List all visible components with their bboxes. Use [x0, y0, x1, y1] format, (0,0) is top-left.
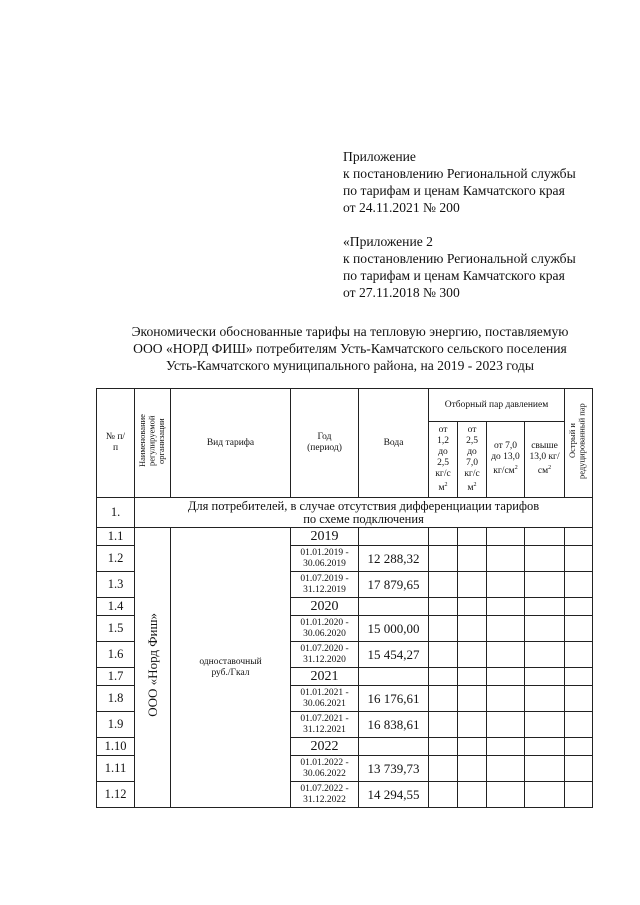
empty-cell — [525, 642, 565, 668]
section-title: Для потребителей, в случае отсутствия дифференциации тарифов по схеме подключения — [135, 498, 593, 528]
empty-cell — [487, 756, 525, 782]
row-number: 1.11 — [97, 756, 135, 782]
empty-cell — [458, 546, 487, 572]
empty-cell — [487, 738, 525, 756]
row-number: 1.10 — [97, 738, 135, 756]
empty-cell — [525, 528, 565, 546]
empty-cell — [458, 528, 487, 546]
header-line: к постановлению Региональной службы — [343, 251, 576, 266]
empty-cell — [487, 572, 525, 598]
title-line: ООО «НОРД ФИШ» потребителям Усть-Камчатского сельского поселения — [133, 341, 567, 356]
title-line: Усть-Камчатского муниципального района, на 2019 - 2023 годы — [166, 358, 534, 373]
empty-cell — [565, 642, 593, 668]
period-range: 01.07.2019 - 31.12.2019 — [291, 572, 359, 598]
empty-cell — [525, 616, 565, 642]
row-number: 1.8 — [97, 686, 135, 712]
col-header-tariff-type: Вид тарифа — [171, 389, 291, 498]
col-header-steam-3: от 7,0 до 13,0 $кг/см^2$ — [487, 422, 525, 498]
empty-cell — [487, 668, 525, 686]
period-range: 01.01.2020 - 30.06.2020 — [291, 616, 359, 642]
year-label: 2019 — [291, 528, 359, 546]
document-title — [92, 323, 608, 374]
empty-cell — [487, 546, 525, 572]
empty-cell — [429, 668, 458, 686]
empty-cell — [429, 756, 458, 782]
empty-cell — [565, 782, 593, 808]
empty-cell — [565, 712, 593, 738]
year-label: 2022 — [291, 738, 359, 756]
empty-cell — [429, 738, 458, 756]
water-tariff-value — [359, 528, 429, 546]
empty-cell — [565, 686, 593, 712]
header-line: Приложение — [343, 149, 416, 164]
row-number: 1.5 — [97, 616, 135, 642]
year-label: 2021 — [291, 668, 359, 686]
col-header-num: № п/п — [97, 389, 135, 498]
tariff-table — [96, 388, 593, 808]
period-range: 01.01.2022 - 30.06.2022 — [291, 756, 359, 782]
year-label: 2020 — [291, 598, 359, 616]
empty-cell — [458, 756, 487, 782]
empty-cell — [429, 546, 458, 572]
col-header-period: Год (период) — [291, 389, 359, 498]
col-header-steam-2: от 2,5 до 7,0 кг/с $м^2$ — [458, 422, 487, 498]
empty-cell — [429, 782, 458, 808]
tariff-type: одноставочный руб./Гкал — [171, 528, 291, 808]
empty-cell — [565, 572, 593, 598]
col-header-org: Наименование регулируемой организации — [135, 389, 171, 498]
header-line: по тарифам и ценам Камчатского края — [343, 183, 565, 198]
empty-cell — [458, 598, 487, 616]
section-number: 1. — [97, 498, 135, 528]
empty-cell — [565, 598, 593, 616]
empty-cell — [429, 616, 458, 642]
col-header-steam-group: Отборный пар давлением — [429, 389, 565, 422]
empty-cell — [458, 642, 487, 668]
empty-cell — [565, 616, 593, 642]
row-number: 1.2 — [97, 546, 135, 572]
header-line: от 24.11.2021 № 200 — [343, 200, 460, 215]
header-line: к постановлению Региональной службы — [343, 166, 576, 181]
empty-cell — [565, 668, 593, 686]
empty-cell — [429, 642, 458, 668]
empty-cell — [487, 686, 525, 712]
water-tariff-value — [359, 598, 429, 616]
empty-cell — [525, 738, 565, 756]
empty-cell — [525, 546, 565, 572]
title-line: Экономически обоснованные тарифы на тепловую энергию, поставляемую — [131, 324, 569, 339]
empty-cell — [429, 572, 458, 598]
water-tariff-value — [359, 738, 429, 756]
water-tariff-value: 14 294,55 — [359, 782, 429, 808]
water-tariff-value — [359, 668, 429, 686]
organization-name: ООО «Норд Фиш» — [135, 528, 171, 808]
water-tariff-value: 15 000,00 — [359, 616, 429, 642]
empty-cell — [487, 782, 525, 808]
row-number: 1.12 — [97, 782, 135, 808]
empty-cell — [429, 598, 458, 616]
col-header-sharp-steam: Острый и редуцированный пар — [565, 389, 593, 498]
water-tariff-value: 16 838,61 — [359, 712, 429, 738]
empty-cell — [487, 642, 525, 668]
empty-cell — [458, 738, 487, 756]
empty-cell — [487, 712, 525, 738]
empty-cell — [458, 686, 487, 712]
col-header-steam-1: от 1,2 до 2,5 кг/с $м^2$ — [429, 422, 458, 498]
water-tariff-value: 16 176,61 — [359, 686, 429, 712]
row-number: 1.4 — [97, 598, 135, 616]
empty-cell — [458, 712, 487, 738]
empty-cell — [487, 598, 525, 616]
row-number: 1.1 — [97, 528, 135, 546]
row-number: 1.6 — [97, 642, 135, 668]
water-tariff-value: 12 288,32 — [359, 546, 429, 572]
row-number: 1.3 — [97, 572, 135, 598]
header-line: по тарифам и ценам Камчатского края — [343, 268, 565, 283]
empty-cell — [429, 686, 458, 712]
empty-cell — [525, 668, 565, 686]
empty-cell — [487, 616, 525, 642]
period-range: 01.07.2020 - 31.12.2020 — [291, 642, 359, 668]
header-line: от 27.11.2018 № 300 — [343, 285, 460, 300]
empty-cell — [458, 572, 487, 598]
period-range: 01.01.2019 - 30.06.2019 — [291, 546, 359, 572]
empty-cell — [458, 616, 487, 642]
water-tariff-value: 17 879,65 — [359, 572, 429, 598]
empty-cell — [458, 782, 487, 808]
appendix-header — [343, 148, 576, 301]
empty-cell — [565, 528, 593, 546]
col-header-steam-4: свыше 13,0 $кг/см^2$ — [525, 422, 565, 498]
empty-cell — [458, 668, 487, 686]
period-range: 01.07.2022 - 31.12.2022 — [291, 782, 359, 808]
empty-cell — [525, 598, 565, 616]
empty-cell — [525, 712, 565, 738]
empty-cell — [525, 782, 565, 808]
period-range: 01.01.2021 - 30.06.2021 — [291, 686, 359, 712]
empty-cell — [429, 528, 458, 546]
empty-cell — [565, 756, 593, 782]
water-tariff-value: 15 454,27 — [359, 642, 429, 668]
row-number: 1.9 — [97, 712, 135, 738]
table-row — [97, 528, 593, 546]
empty-cell — [525, 686, 565, 712]
empty-cell — [565, 546, 593, 572]
empty-cell — [565, 738, 593, 756]
empty-cell — [429, 712, 458, 738]
period-range: 01.07.2021 - 31.12.2021 — [291, 712, 359, 738]
empty-cell — [525, 756, 565, 782]
empty-cell — [487, 528, 525, 546]
water-tariff-value: 13 739,73 — [359, 756, 429, 782]
row-number: 1.7 — [97, 668, 135, 686]
col-header-water: Вода — [359, 389, 429, 498]
empty-cell — [525, 572, 565, 598]
header-line: «Приложение 2 — [343, 234, 433, 249]
